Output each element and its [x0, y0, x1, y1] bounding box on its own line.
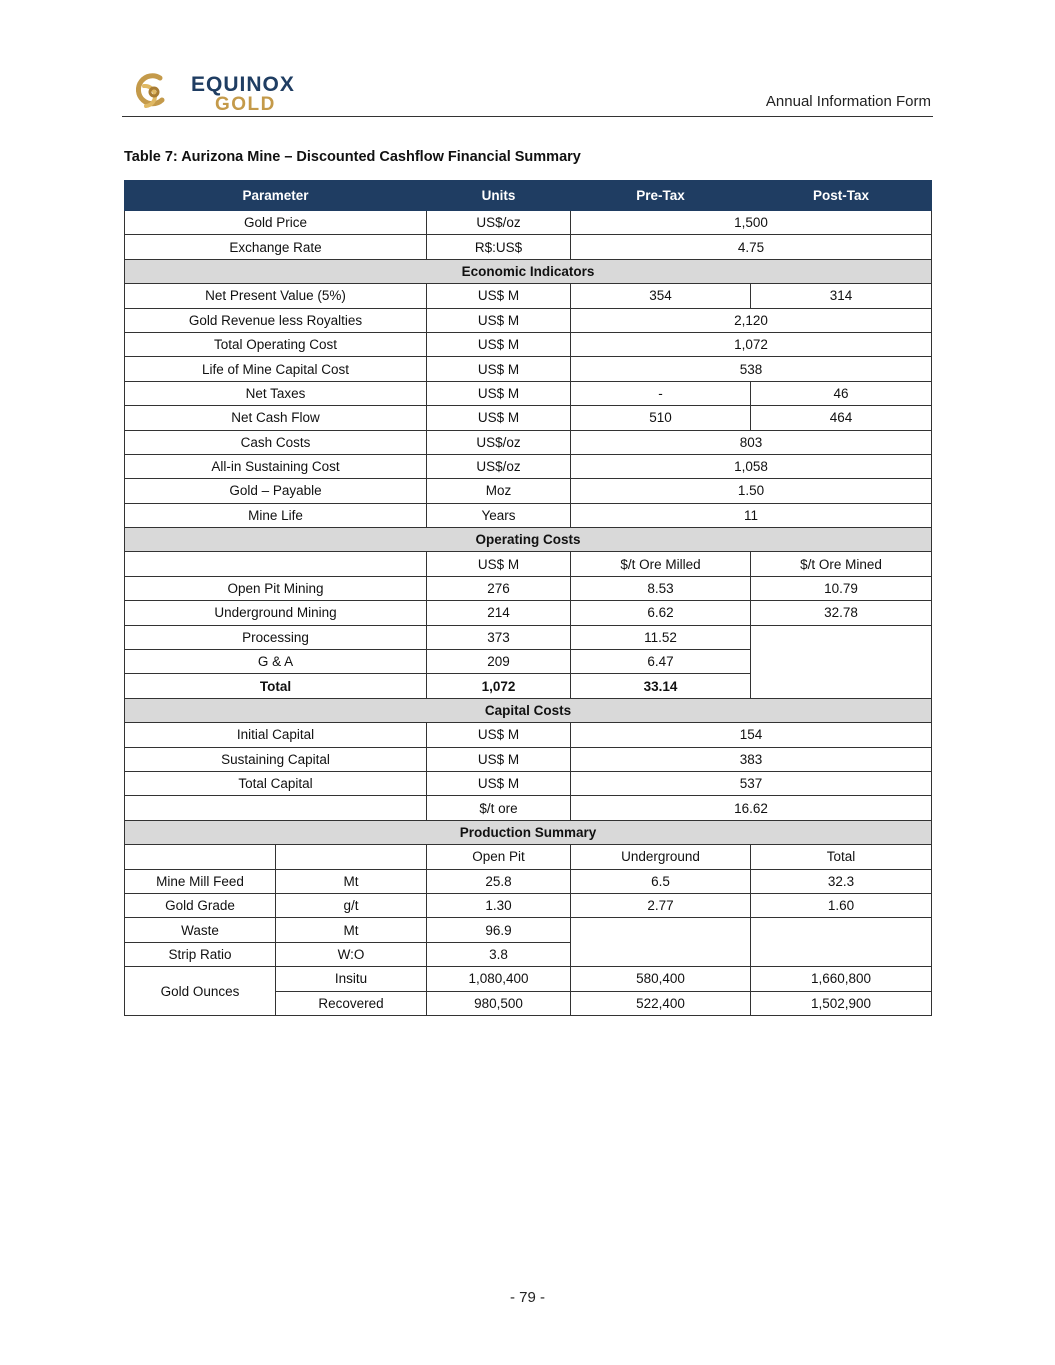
posttax-cell: 46: [751, 381, 932, 405]
value-cell: 537: [571, 771, 932, 795]
param-mill-feed: Mine Mill Feed: [125, 869, 276, 893]
units-cell: Years: [427, 503, 571, 527]
param-gold-price: Gold Price: [125, 211, 427, 235]
pretax-cell: 510: [571, 406, 751, 430]
value-cell: 16.62: [571, 796, 932, 820]
section-row: [125, 528, 932, 552]
subhead-cell: Total: [751, 845, 932, 869]
table-header-row: [125, 181, 932, 211]
table-row: [125, 406, 932, 430]
units-cell: US$ M: [427, 284, 571, 308]
subhead-cell: $/t Ore Mined: [751, 552, 932, 576]
subhead-cell: US$ M: [427, 552, 571, 576]
table-row: [125, 552, 932, 576]
unit-cell: Mt: [276, 869, 427, 893]
empty-cell: [751, 918, 932, 967]
value-cell: 1,080,400: [427, 967, 571, 991]
param-strip-ratio: Strip Ratio: [125, 942, 276, 966]
param-aisc: All-in Sustaining Cost: [125, 454, 427, 478]
units-cell: $/t ore: [427, 796, 571, 820]
value-cell: 276: [427, 576, 571, 600]
unit-cell: Insitu: [276, 967, 427, 991]
unit-cell: Mt: [276, 918, 427, 942]
section-row: [125, 698, 932, 722]
value-cell: 6.47: [571, 650, 751, 674]
value-cell: 11: [571, 503, 932, 527]
units-cell: US$ M: [427, 406, 571, 430]
header-posttax: Post-Tax: [751, 181, 932, 211]
section-operating-costs: Operating Costs: [125, 528, 932, 552]
table-row: [125, 771, 932, 795]
param-npv: Net Present Value (5%): [125, 284, 427, 308]
table-row: [125, 503, 932, 527]
header-parameter: Parameter: [125, 181, 427, 211]
empty-cell: [125, 552, 427, 576]
units-cell: US$ M: [427, 381, 571, 405]
param-lom-capital: Life of Mine Capital Cost: [125, 357, 427, 381]
param-open-pit-mining: Open Pit Mining: [125, 576, 427, 600]
value-cell: 6.5: [571, 869, 751, 893]
empty-cell: [571, 918, 751, 967]
units-cell: US$/oz: [427, 454, 571, 478]
units-cell: R$:US$: [427, 235, 571, 259]
value-cell: 10.79: [751, 576, 932, 600]
table-row: [125, 723, 932, 747]
param-initial-capital: Initial Capital: [125, 723, 427, 747]
value-cell: 25.8: [427, 869, 571, 893]
value-cell: 6.62: [571, 601, 751, 625]
value-cell: 1,058: [571, 454, 932, 478]
table-row: [125, 893, 932, 917]
param-waste: Waste: [125, 918, 276, 942]
pretax-cell: 354: [571, 284, 751, 308]
param-gold-ounces: Gold Ounces: [125, 967, 276, 1016]
units-cell: US$ M: [427, 723, 571, 747]
param-total: Total: [125, 674, 427, 698]
value-cell: 980,500: [427, 991, 571, 1015]
param-net-cash-flow: Net Cash Flow: [125, 406, 427, 430]
logo-word-gold: GOLD: [215, 94, 276, 115]
unit-cell: W:O: [276, 942, 427, 966]
units-cell: US$ M: [427, 332, 571, 356]
table-row: [125, 479, 932, 503]
param-underground-mining: Underground Mining: [125, 601, 427, 625]
section-row: [125, 259, 932, 283]
table-row: [125, 845, 932, 869]
value-cell: 373: [427, 625, 571, 649]
param-operating-cost: Total Operating Cost: [125, 332, 427, 356]
value-cell: 522,400: [571, 991, 751, 1015]
value-cell: 3.8: [427, 942, 571, 966]
header-pretax: Pre-Tax: [571, 181, 751, 211]
param-g-and-a: G & A: [125, 650, 427, 674]
table-row: [125, 454, 932, 478]
param-processing: Processing: [125, 625, 427, 649]
table-row: [125, 430, 932, 454]
value-cell: 2,120: [571, 308, 932, 332]
units-cell: US$ M: [427, 747, 571, 771]
value-cell: 1.30: [427, 893, 571, 917]
value-cell: 1,500: [571, 211, 932, 235]
value-cell: 8.53: [571, 576, 751, 600]
posttax-cell: 464: [751, 406, 932, 430]
units-cell: US$ M: [427, 357, 571, 381]
value-cell: 803: [571, 430, 932, 454]
subhead-cell: Open Pit: [427, 845, 571, 869]
value-cell: 214: [427, 601, 571, 625]
param-revenue: Gold Revenue less Royalties: [125, 308, 427, 332]
value-cell: 11.52: [571, 625, 751, 649]
value-cell: 2.77: [571, 893, 751, 917]
table-row: [125, 625, 932, 649]
table-row: [125, 308, 932, 332]
section-production-summary: Production Summary: [125, 820, 932, 844]
value-cell: 33.14: [571, 674, 751, 698]
value-cell: 1,502,900: [751, 991, 932, 1015]
table-row: [125, 747, 932, 771]
value-cell: 383: [571, 747, 932, 771]
unit-cell: Recovered: [276, 991, 427, 1015]
units-cell: US$ M: [427, 771, 571, 795]
param-exchange-rate: Exchange Rate: [125, 235, 427, 259]
unit-cell: g/t: [276, 893, 427, 917]
param-cash-costs: Cash Costs: [125, 430, 427, 454]
subhead-cell: Underground: [571, 845, 751, 869]
table-row: [125, 235, 932, 259]
section-capital-costs: Capital Costs: [125, 698, 932, 722]
param-net-taxes: Net Taxes: [125, 381, 427, 405]
equinox-gold-logo: [132, 70, 312, 114]
table-row: [125, 381, 932, 405]
value-cell: 1,660,800: [751, 967, 932, 991]
value-cell: 4.75: [571, 235, 932, 259]
subhead-cell: $/t Ore Milled: [571, 552, 751, 576]
empty-cell: [125, 845, 276, 869]
logo-rings-icon: [132, 72, 174, 112]
section-row: [125, 820, 932, 844]
units-cell: Moz: [427, 479, 571, 503]
logo-word-equinox: EQUINOX: [191, 73, 295, 96]
header-units: Units: [427, 181, 571, 211]
value-cell: 96.9: [427, 918, 571, 942]
page-header: [122, 68, 933, 117]
table-row: [125, 211, 932, 235]
param-total-capital: Total Capital: [125, 771, 427, 795]
units-cell: US$/oz: [427, 211, 571, 235]
table-row: [125, 869, 932, 893]
value-cell: 580,400: [571, 967, 751, 991]
empty-cell: [125, 796, 427, 820]
value-cell: 32.3: [751, 869, 932, 893]
pretax-cell: -: [571, 381, 751, 405]
table-row: [125, 918, 932, 942]
table-row: [125, 967, 932, 991]
value-cell: 1,072: [427, 674, 571, 698]
param-sustaining-capital: Sustaining Capital: [125, 747, 427, 771]
table-row: [125, 601, 932, 625]
table-row: [125, 576, 932, 600]
table-row: [125, 284, 932, 308]
posttax-cell: 314: [751, 284, 932, 308]
value-cell: 209: [427, 650, 571, 674]
table-row: [125, 357, 932, 381]
param-gold-grade: Gold Grade: [125, 893, 276, 917]
value-cell: 538: [571, 357, 932, 381]
units-cell: US$/oz: [427, 430, 571, 454]
financial-summary-table: [124, 180, 932, 1016]
value-cell: 1,072: [571, 332, 932, 356]
table-title: Table 7: Aurizona Mine – Discounted Cashflow Financial Summary: [124, 149, 581, 165]
param-gold-payable: Gold – Payable: [125, 479, 427, 503]
empty-cell: [751, 625, 932, 698]
value-cell: 1.60: [751, 893, 932, 917]
section-economic-indicators: Economic Indicators: [125, 259, 932, 283]
value-cell: 1.50: [571, 479, 932, 503]
value-cell: 32.78: [751, 601, 932, 625]
empty-cell: [276, 845, 427, 869]
value-cell: 154: [571, 723, 932, 747]
table-row: [125, 796, 932, 820]
document-title: Annual Information Form: [765, 93, 931, 110]
table-row: [125, 332, 932, 356]
units-cell: US$ M: [427, 308, 571, 332]
param-mine-life: Mine Life: [125, 503, 427, 527]
page-number: - 79 -: [509, 1289, 545, 1306]
